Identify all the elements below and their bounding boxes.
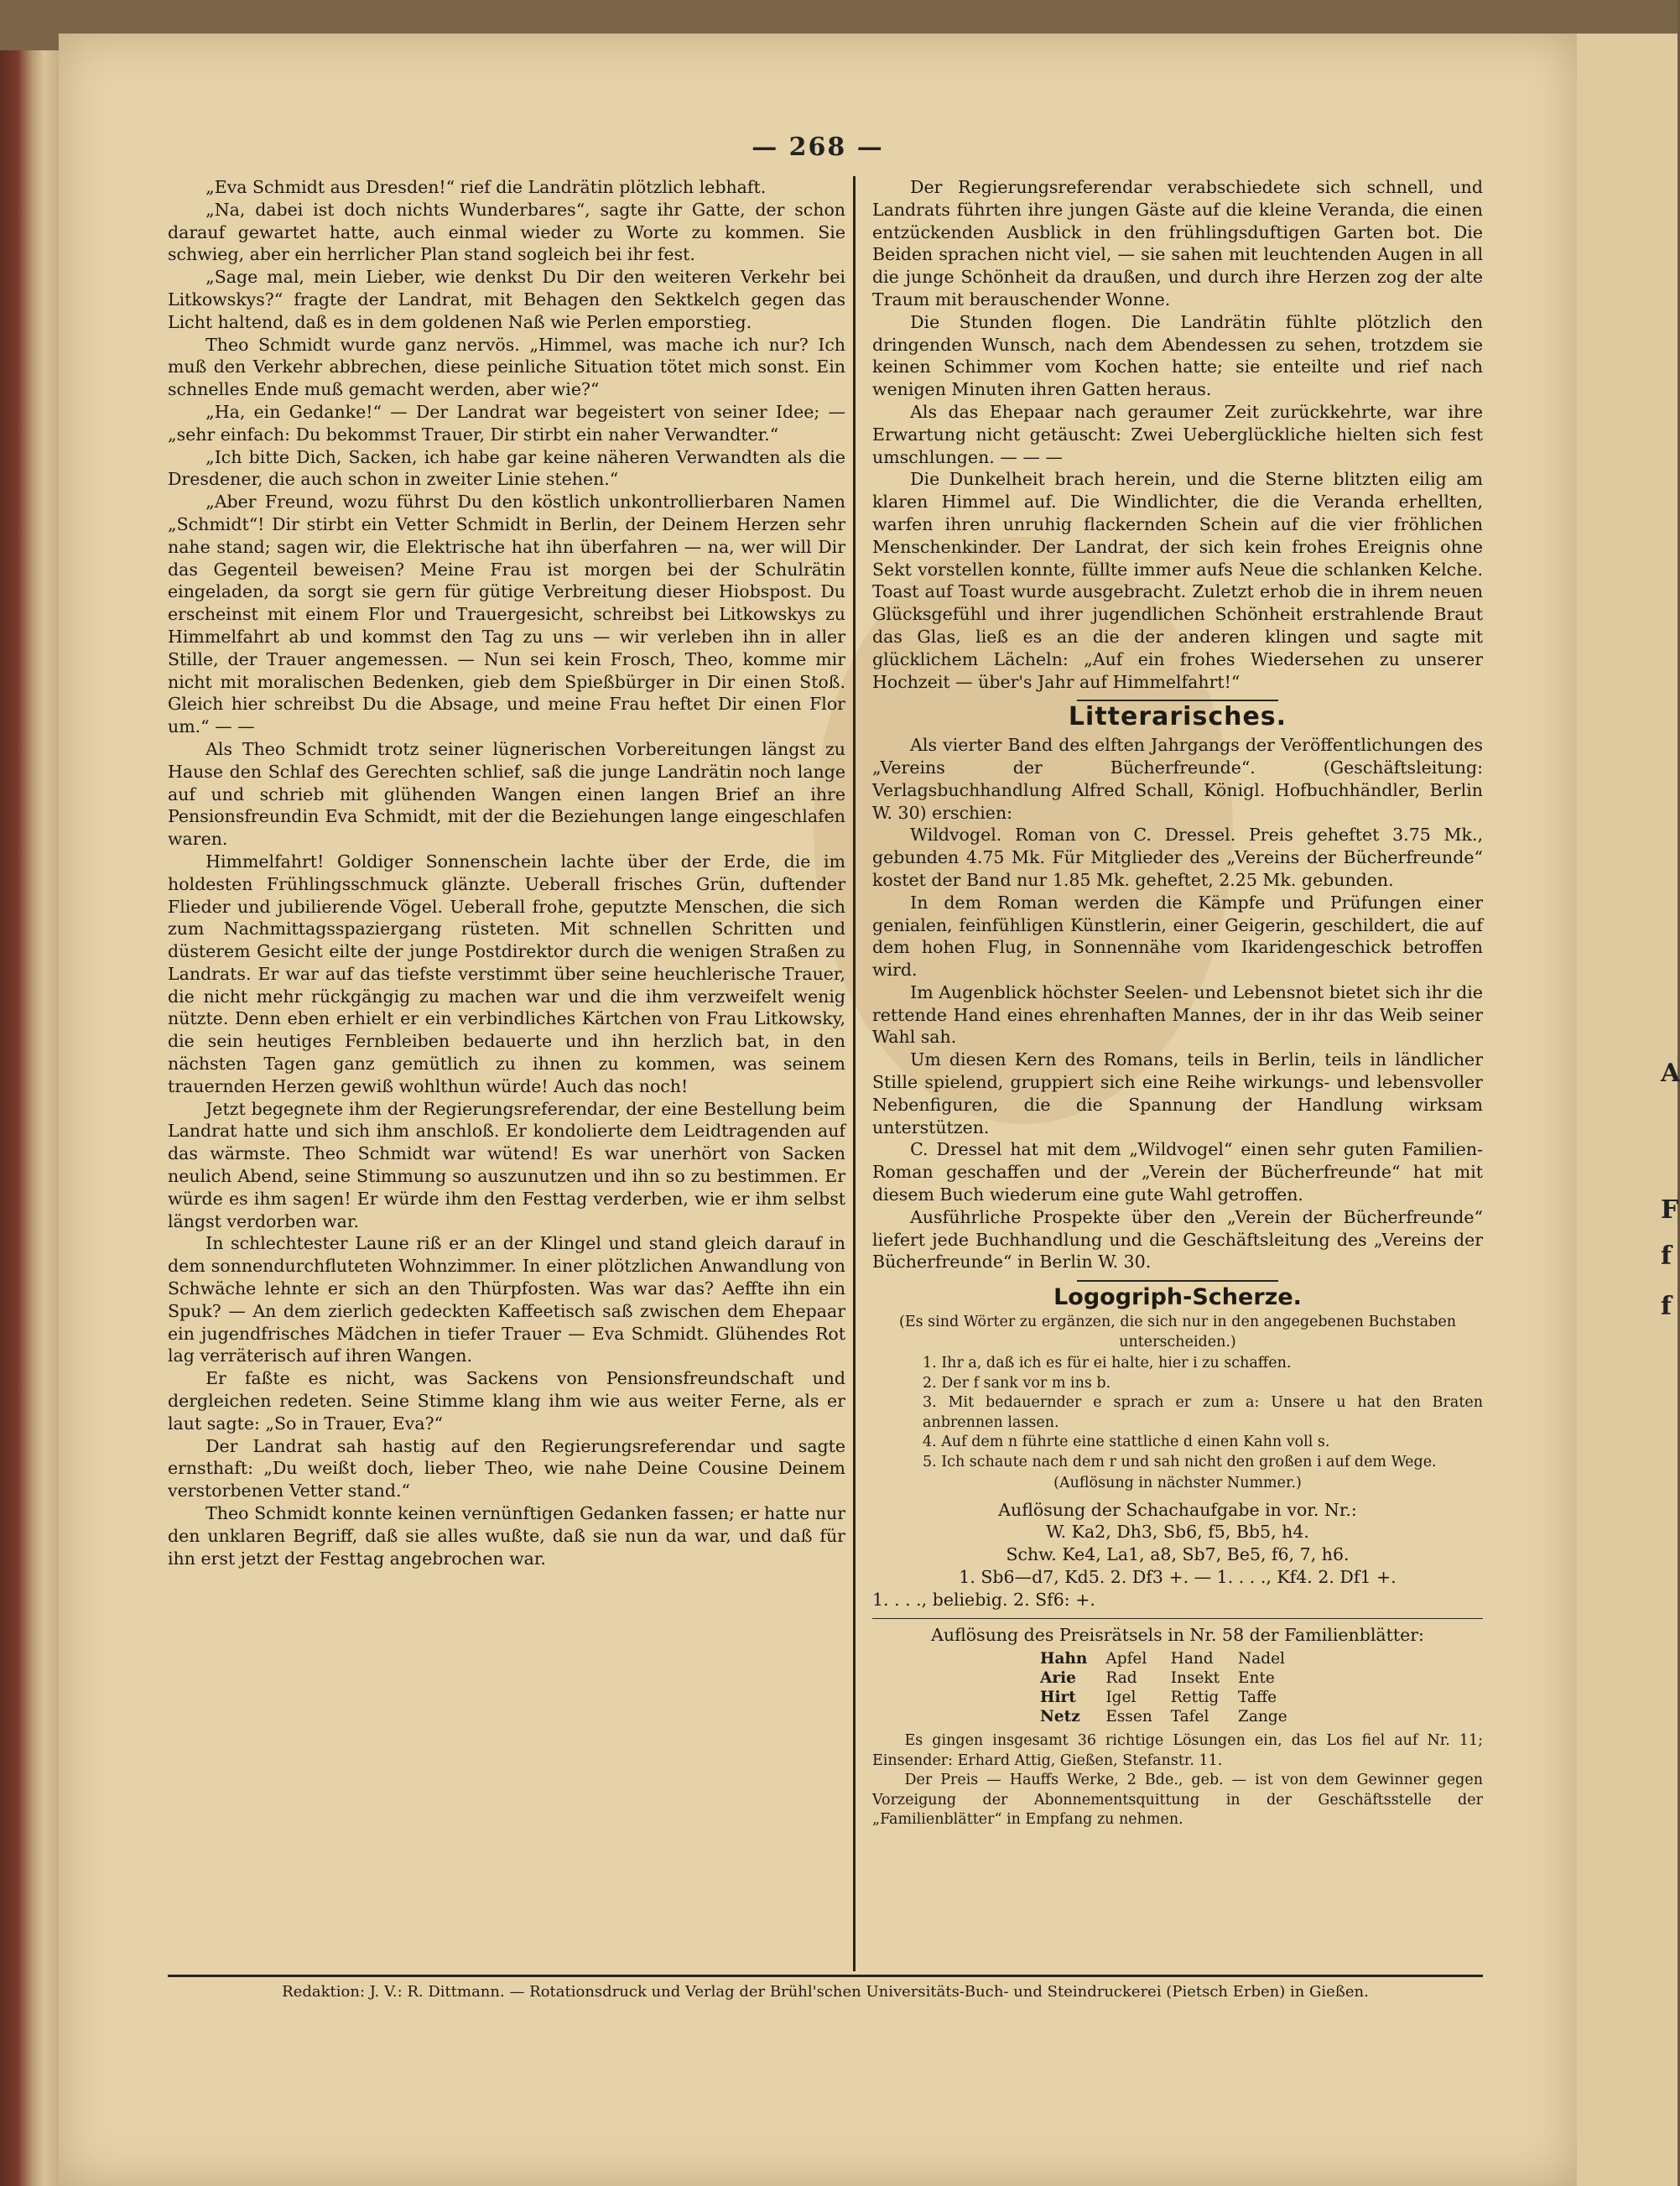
logogriph-heading: Logogriph-Scherze. xyxy=(1053,1284,1302,1311)
chess-white: W. Ka2, Dh3, Sb6, f5, Bb5, h4. xyxy=(1046,1522,1309,1543)
logogriph-item: 2. Der f sank vor m ins b. xyxy=(923,1374,1111,1392)
paragraph: Die Stunden flogen. Die Landrätin fühlte plötzlich den dringenden Wunsch, nach dem Abendessen zu sehen, trotzdem sie keinen Schimmer vom Kochen hatte; sie enteilte und rief nach wenigen Minuten ihren Gatten heraus. xyxy=(872,311,1483,400)
footer-rule xyxy=(168,1975,1483,1977)
page-number: — 268 — xyxy=(752,133,884,162)
word-cell: Hand xyxy=(1170,1650,1214,1668)
logogriph-item: 1. Ihr a, daß ich es für ei halte, hier i zu schaffen. xyxy=(923,1355,1292,1372)
paragraph: Theo Schmidt wurde ganz nervös. „Himmel, was mache ich nur? Ich muß den Verkehr abbrechen, diese peinliche Situation tötet mich sonst. Ein schnelles Ende muß gemacht werden, aber wie?“ xyxy=(168,334,845,400)
section-separator xyxy=(872,1618,1483,1619)
paragraph: In schlechtester Laune riß er an der Klingel und stand gleich darauf in dem sonnendurchfluteten Wohnzimmer. In einer plötzlichen Anwandlung von Schwäche lehnte er sich an den Thürpfosten. Was war das? Aeffte ihn ein Spuk? — An dem zierlich gedeckten Kaffeetisch saß zwischen dem Ehepaar ein jugendfrisches Mädchen in tiefer Trauer — Eva Schmidt. Glühendes Rot lag verräterisch auf ihren Wangen. xyxy=(168,1233,845,1366)
paragraph: Er faßte es nicht, was Sackens von Pensionsfreundschaft und dergleichen redeten. Seine Stimme klang ihm wie aus weiter Ferne, als er laut sagte: „So in Trauer, Eva?“ xyxy=(168,1368,845,1434)
adjacent-page-fragment: f xyxy=(1661,1292,1672,1321)
chess-line: 1. . . ., beliebig. 2. Sf6: +. xyxy=(872,1589,1095,1610)
word-cell: Apfel xyxy=(1105,1650,1147,1668)
adjacent-page-fragment: f xyxy=(1661,1241,1672,1271)
table-row xyxy=(1040,1649,1306,1668)
word-cell: Zange xyxy=(1238,1708,1287,1726)
literary-paragraph: Als vierter Band des elften Jahrgangs der Veröffentlichungen des „Vereins der Bücherfreunde“. (Geschäftsleitung: Verlagsbuchhandlung Alfred Schall, Königl. Hofbuchhändler, Berlin W. 30) erschien: xyxy=(872,735,1483,823)
left-column-story xyxy=(168,176,845,1569)
word-cell: Tafel xyxy=(1170,1708,1209,1726)
prize-info: Der Preis — Hauffs Werke, 2 Bde., geb. — ist von dem Gewinner gegen Vorzeigung der Abonnementsquittung in der Geschäftsstelle der „Familienblätter“ in Empfang zu nehmen. xyxy=(872,1772,1483,1829)
word-cell: Igel xyxy=(1105,1689,1136,1707)
word-cell: Insekt xyxy=(1170,1669,1220,1688)
literary-paragraph: Um diesen Kern des Romans, teils in Berlin, teils in ländlicher Stille spielend, gruppiert sich eine Reihe wirkungs- und lebensvoller Nebenfiguren, die die Spannung der Handlung wirksam unterstützen. xyxy=(872,1049,1483,1137)
column-divider xyxy=(853,176,856,1971)
paragraph: „Aber Freund, wozu führst Du den köstlich unkontrollierbaren Namen „Schmidt“! Dir stirbt ein Vetter Schmidt in Berlin, der Deinem Herzen sehr nahe stand; sagen wir, die Elektrische hat ihn überfahren — na, wer will Dir das Gegenteil beweisen? Meine Frau ist morgen bei der Schulrätin eingeladen, da sorgt sie gern für gütige Verbreitung dieser Hiobspost. Du erscheinst mit einem Flor und Trauergesicht, schreibst bei Litkowskys zu Himmelfahrt ab und kommst den Tag zu uns — wir verleben ihn in aller Stille, der Trauer angemessen. — Nun sei kein Frosch, Theo, komme mir nicht mit moralischen Bedenken, gieb dem Spießbürger in Dir einen Stoß. Gleich hier schreibst Du die Absage, und meine Frau heftet Dir einen Flor um.“ — — xyxy=(168,492,845,737)
paragraph: Der Landrat sah hastig auf den Regierungsreferendar und sagte ernsthaft: „Du weißt doch, lieber Theo, wie nahe Deine Cousine Deinem verstorbenen Vetter stand.“ xyxy=(168,1435,845,1502)
logogriph-solution-note: (Auflösung in nächster Nummer.) xyxy=(1053,1475,1302,1492)
paragraph: Der Regierungsreferendar verabschiedete sich schnell, und Landrats führten ihre jungen Gäste auf die kleine Veranda, die einen entzückenden Ausblick in den frühlingsduftigen Garten bot. Die Beiden sprachen nicht viel, — sie sahen mit leuchtenden Augen in all die junge Schönheit da draußen, und durch ihre Herzen zog der alte Traum mit berauschender Wonne. xyxy=(872,177,1483,310)
literary-paragraph: Wildvogel. Roman von C. Dressel. Preis geheftet 3.75 Mk., gebunden 4.75 Mk. Für Mitglieder des „Vereins der Bücherfreunde“ kostet der Band nur 1.85 Mk. geheftet, 2.25 Mk. gebunden. xyxy=(872,825,1483,890)
word-cell: Nadel xyxy=(1238,1650,1285,1668)
adjacent-page-fragment: F xyxy=(1661,1195,1679,1225)
word-cell: Hirt xyxy=(1040,1689,1076,1707)
word-cell: Ente xyxy=(1238,1669,1275,1688)
logogriph-note: (Es sind Wörter zu ergänzen, die sich nur in den angegebenen Buchstaben unterscheiden.) xyxy=(899,1314,1456,1351)
prize-result: Es gingen insgesamt 36 richtige Lösungen ein, das Los fiel auf Nr. 11; Einsender: Erhard Attig, Gießen, Stefanstr. 11. xyxy=(872,1732,1483,1769)
paragraph: „Ich bitte Dich, Sacken, ich habe gar keine näheren Verwandten als die Dresdener, die auch schon in zweiter Linie stehen.“ xyxy=(168,446,845,490)
paragraph: „Eva Schmidt aus Dresden!“ rief die Landrätin plötzlich lebhaft. xyxy=(205,177,767,197)
chess-heading: Auflösung der Schachaufgabe in vor. Nr.: xyxy=(998,1499,1357,1520)
literary-paragraph: Ausführliche Prospekte über den „Verein der Bücherfreunde“ liefert jede Buchhandlung und die Geschäftsleitung des „Vereins der Bücherfreunde“ in Berlin W. 30. xyxy=(872,1206,1483,1273)
paragraph: Als Theo Schmidt trotz seiner lügnerischen Vorbereitungen längst zu Hause den Schlaf des Gerechten schlief, saß die junge Landrätin noch lange auf und schrieb mit glühenden Wangen einen langen Brief an ihre Pensionsfreundin Eva Schmidt, mit der die Beziehungen lange eingeschlafen waren. xyxy=(168,738,845,850)
table-row xyxy=(1040,1707,1306,1726)
paragraph: „Sage mal, mein Lieber, wie denkst Du Dir den weiteren Verkehr bei Litkowskys?“ fragte der Landrat, mit Behagen den Sektkelch gegen das Licht haltend, daß es in dem goldenen Naß wie Perlen emporstieg. xyxy=(168,267,845,332)
prize-words-table xyxy=(1040,1649,1306,1726)
right-column xyxy=(872,176,1483,1830)
logogriph-item: 4. Auf dem n führte eine stattliche d einen Kahn voll s. xyxy=(923,1434,1330,1451)
word-cell: Essen xyxy=(1105,1708,1152,1726)
paragraph: Die Dunkelheit brach herein, und die Sterne blitzten eilig am klaren Himmel auf. Die Windlichter, die die Veranda erhellten, warfen ihren unruhig flackernden Schein auf die vier fröhlichen Menschenkinder. Der Landrat, der sich kein frohes Ereignis ohne Sekt vorstellen konnte, füllte immer aufs Neue die schlanken Kelche. Toast auf Toast wurde ausgebracht. Zuletzt erhob die in ihrem neuen Glücksgefühl und ihrer jugendlichen Schönheit erstrahlende Braut das Glas, ließ es an die der anderen klingen und sagte mit glücklichem Lächeln: „Auf ein frohes Wiedersehen zu unserer Hochzeit — über's Jahr auf Himmelfahrt!“ xyxy=(872,469,1483,692)
paragraph: „Na, dabei ist doch nichts Wunderbares“, sagte ihr Gatte, der schon darauf gewartet hatte, auch einmal wieder zu Worte zu kommen. Sie schwieg, aber ein herrlicher Plan stand sogleich bei ihr fest. xyxy=(168,199,845,265)
word-cell: Rettig xyxy=(1170,1689,1220,1707)
paragraph: Theo Schmidt konnte keinen vernünftigen Gedanken fassen; er hatte nur den unklaren Begriff, daß sie alles wußte, daß sie nun da war, und daß für ihn erst jetzt der Festtag angebrochen war. xyxy=(168,1503,845,1569)
literary-heading: Litterarisches. xyxy=(1068,702,1287,732)
literary-paragraph: C. Dressel hat mit dem „Wildvogel“ einen sehr guten Familien-Roman geschaffen und der „Verein der Bücherfreunde“ hat mit diesem Buch wiederum eine gute Wahl getroffen. xyxy=(872,1139,1483,1205)
logogriph-item: 3. Mit bedauernder e sprach er zum a: Unsere u hat den Braten anbrennen lassen. xyxy=(923,1394,1483,1431)
table-row xyxy=(1040,1688,1306,1707)
chess-line: 1. Sb6—d7, Kd5. 2. Df3 +. — 1. . . ., Kf4. 2. Df1 +. xyxy=(959,1566,1397,1587)
table-row xyxy=(1040,1668,1306,1688)
word-cell: Rad xyxy=(1105,1669,1137,1688)
imprint-footer: Redaktion: J. V.: R. Dittmann. — Rotationsdruck und Verlag der Brühl'schen Universitäts-Buch- und Steindruckerei (Pietsch Erben) in Gießen. xyxy=(282,1983,1369,2001)
section-separator xyxy=(1077,700,1278,701)
book-spine xyxy=(0,50,59,2186)
paragraph: Jetzt begegnete ihm der Regierungsreferendar, der eine Bestellung beim Landrat hatte und sich ihm anschloß. Er kondolierte dem Leidtragenden auf das wärmste. Theo Schmidt war wütend! Es war unerhört von Sacken neulich Abend, seine Stimmung so auszunutzen und ihn so zu bestimmen. Er würde es ihm sagen! Er würde ihm den Festtag verderben, wie er ihm selbst längst verdorben war. xyxy=(168,1098,845,1231)
paragraph: „Ha, ein Gedanke!“ — Der Landrat war begeistert von seiner Idee; — „sehr einfach: Du bekommst Trauer, Dir stirbt ein naher Verwandter.“ xyxy=(168,401,845,445)
literary-paragraph: Im Augenblick höchster Seelen- und Lebensnot bietet sich ihr die rettende Hand eines ehrenhaften Mannes, der in ihr das Weib seiner Wahl sah. xyxy=(872,981,1483,1048)
adjacent-page-edge xyxy=(1577,34,1677,2186)
logogriph-list xyxy=(923,1354,1483,1472)
section-separator xyxy=(1077,1280,1278,1282)
word-cell: Hahn xyxy=(1040,1650,1088,1668)
prize-heading: Auflösung des Preisrätsels in Nr. 58 der Familienblätter: xyxy=(931,1624,1424,1645)
word-cell: Arie xyxy=(1040,1669,1076,1688)
literary-paragraph: In dem Roman werden die Kämpfe und Prüfungen einer genialen, feinfühligen Künstlerin, einer Geigerin, geschildert, die auf dem hohen Flug, in Sonnennähe vom Ikaridengeschick betroffen wird. xyxy=(872,892,1483,981)
word-cell: Netz xyxy=(1040,1708,1080,1726)
word-cell: Taffe xyxy=(1238,1689,1277,1707)
chess-black: Schw. Ke4, La1, a8, Sb7, Be5, f6, 7, h6. xyxy=(1006,1544,1350,1565)
paragraph: Als das Ehepaar nach geraumer Zeit zurückkehrte, war ihre Erwartung nicht getäuscht: Zwei Ueberglückliche hielten sich fest umschlungen. — — — xyxy=(872,401,1483,467)
paragraph: Himmelfahrt! Goldiger Sonnenschein lachte über der Erde, die im holdesten Frühlingsschmuck glänzte. Ueberall frisches Grün, duftender Flieder und jubilierende Vögel. Ueberall frohe, geputzte Menschen, die sich zum Nachmittagsspaziergang rüsteten. Mit schnellen Schritten und düsterem Gesicht eilte der junge Postdirektor durch die wenigen Straßen zu Landrats. Er war auf das tiefste verstimmt über seine heuchlerische Trauer, die nicht mehr rückgängig zu machen war und die ihm verzweifelt wenig nützte. Denn eben erhielt er ein verbindliches Kärtchen von Frau Litkowsky, die sein heutiges Fernbleiben bedauerte und ihn herzlich bat, in den nächsten Tagen ganz gemütlich zu ihnen zu kommen, was seinem trauernden Herzen gewiß wohlthun würde! Auch das noch! xyxy=(168,851,845,1096)
adjacent-page-fragment: A xyxy=(1661,1059,1680,1088)
logogriph-item: 5. Ich schaute nach dem r und sah nicht den großen i auf dem Wege. xyxy=(923,1453,1437,1470)
